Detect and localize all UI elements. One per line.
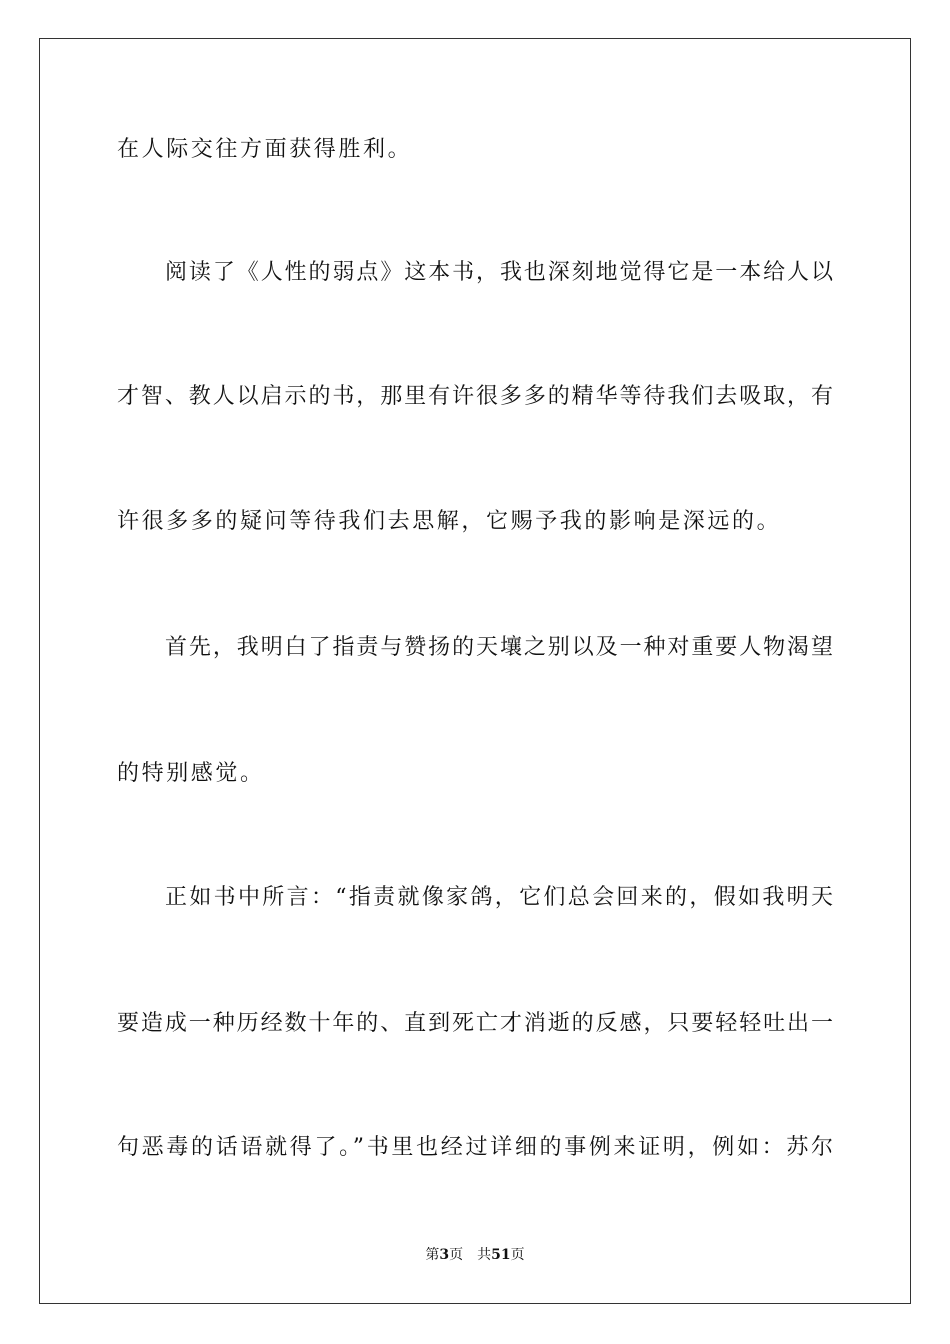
text-line-2: 阅读了《人性的弱点》这本书，我也深刻地觉得它是一本给人以 — [165, 260, 833, 285]
page-number: 3 — [439, 1247, 450, 1263]
text-line-5: 首先，我明白了指责与赞扬的天壤之别以及一种对重要人物渴望 — [165, 635, 833, 660]
page-footer — [0, 1246, 950, 1264]
text-line-1: 在人际交往方面获得胜利。 — [117, 137, 413, 162]
text-line-8: 要造成一种历经数十年的、直到死亡才消逝的反感，只要轻轻吐出一 — [117, 1011, 833, 1036]
text-line-7: 正如书中所言：“指责就像家鸽，它们总会回来的，假如我明天 — [165, 885, 833, 910]
text-line-4: 许很多多的疑问等待我们去思解，它赐予我的影响是深远的。 — [117, 509, 782, 534]
page-border — [39, 38, 911, 1304]
text-line-3: 才智、教人以启示的书，那里有许很多多的精华等待我们去吸取，有 — [117, 384, 833, 409]
total-pages: 51 — [491, 1247, 511, 1263]
page-prefix: 第 — [425, 1247, 440, 1263]
page-suffix: 页 — [449, 1247, 464, 1263]
total-prefix: 共 — [477, 1247, 492, 1263]
text-line-9: 句恶毒的话语就得了。”书里也经过详细的事例来证明，例如：苏尔 — [117, 1135, 833, 1160]
total-suffix: 页 — [510, 1247, 525, 1263]
text-line-6: 的特别感觉。 — [117, 761, 265, 786]
